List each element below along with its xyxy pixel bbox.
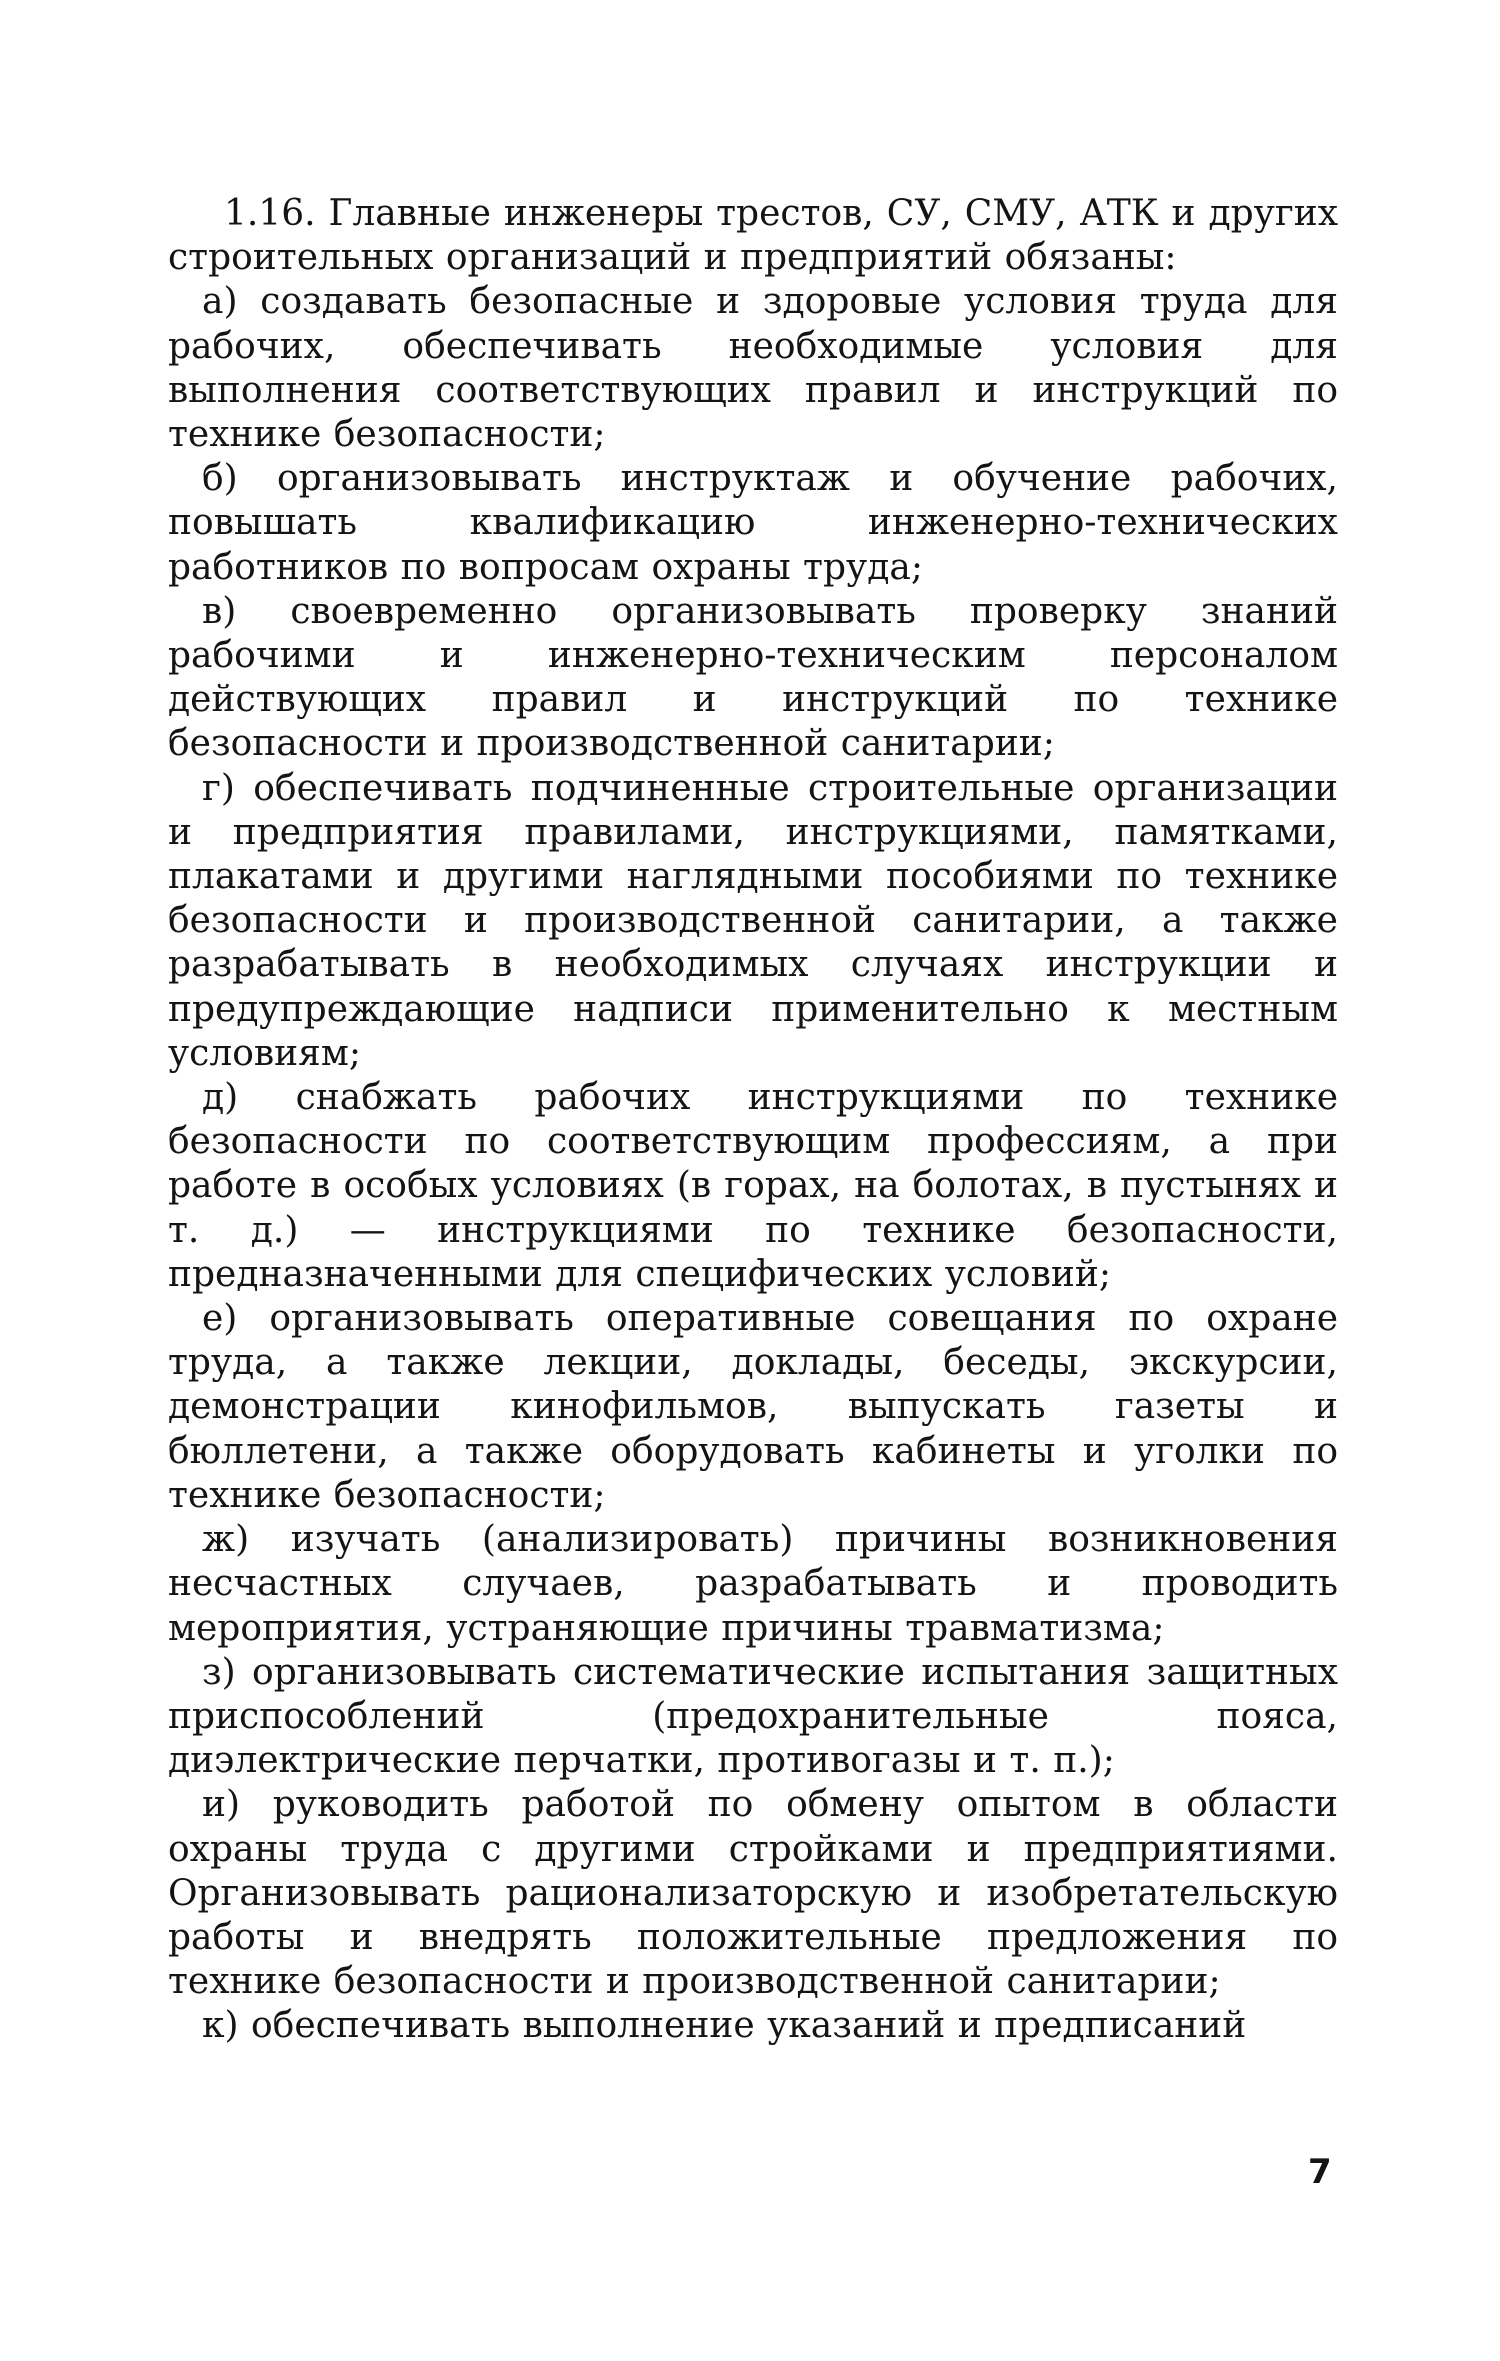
- paragraph-item-g: г) обеспечивать подчиненные строительные организации и предприятия правилами, инструкциями, памятками, плакатами и другими наглядными пособиями по технике безопасности и производственной санитарии, а также разрабатывать в необходимых случаях инструкции и предупреждающие надписи применительно к местным условиям;: [168, 767, 1338, 1074]
- paragraph-item-v: в) своевременно организовывать проверку знаний рабочими и инженерно-техническим персоналом действующих правил и инструкций по технике безопасности и производственной санитарии;: [168, 590, 1338, 765]
- paragraph-item-zh: ж) изучать (анализировать) причины возникновения несчастных случаев, разрабатывать и проводить мероприятия, устраняющие причины травматизма;: [168, 1519, 1338, 1649]
- paragraph-item-a: а) создавать безопасные и здоровые условия труда для рабочих, обеспечивать необходимые условия для выполнения соответствующих правил и инструкций по технике безопасности;: [168, 281, 1338, 456]
- body-text: [168, 192, 1338, 2049]
- paragraph-item-i: и) руководить работой по обмену опытом в области охраны труда с другими стройками и предприятиями. Организовывать рационализаторскую и изобретательскую работы и внедрять положительные предложения по технике безопасности и производственной санитарии;: [168, 1784, 1338, 2003]
- page-number: 7: [1308, 2152, 1332, 2192]
- paragraph-item-e: е) организовывать оперативные совещания по охране труда, а также лекции, доклады, беседы, экскурсии, демонстрации кинофильмов, выпускать газеты и бюллетени, а также оборудовать кабинеты и уголки по технике безопасности;: [168, 1298, 1338, 1516]
- paragraph-item-z: з) организовывать систематические испытания защитных приспособлений (предохранительные пояса, диэлектрические перчатки, противогазы и т. п.);: [168, 1651, 1338, 1782]
- paragraph-1-16: 1.16. Главные инженеры трестов, СУ, СМУ, АТК и других строительных организаций и предприятий обязаны:: [168, 193, 1338, 279]
- paragraph-item-b: б) организовывать инструктаж и обучение рабочих, повышать квалификацию инженерно-технических работников по вопросам охраны труда;: [168, 458, 1338, 588]
- paragraph-item-d: д) снабжать рабочих инструкциями по технике безопасности по соответствующим профессиям, а при работе в особых условиях (в горах, на болотах, в пустынях и т. д.) — инструкциями по технике безопасности, предназначенными для специфических условий;: [168, 1077, 1338, 1295]
- paragraph-item-k: к) обеспечивать выполнение указаний и предписаний: [202, 2005, 1247, 2047]
